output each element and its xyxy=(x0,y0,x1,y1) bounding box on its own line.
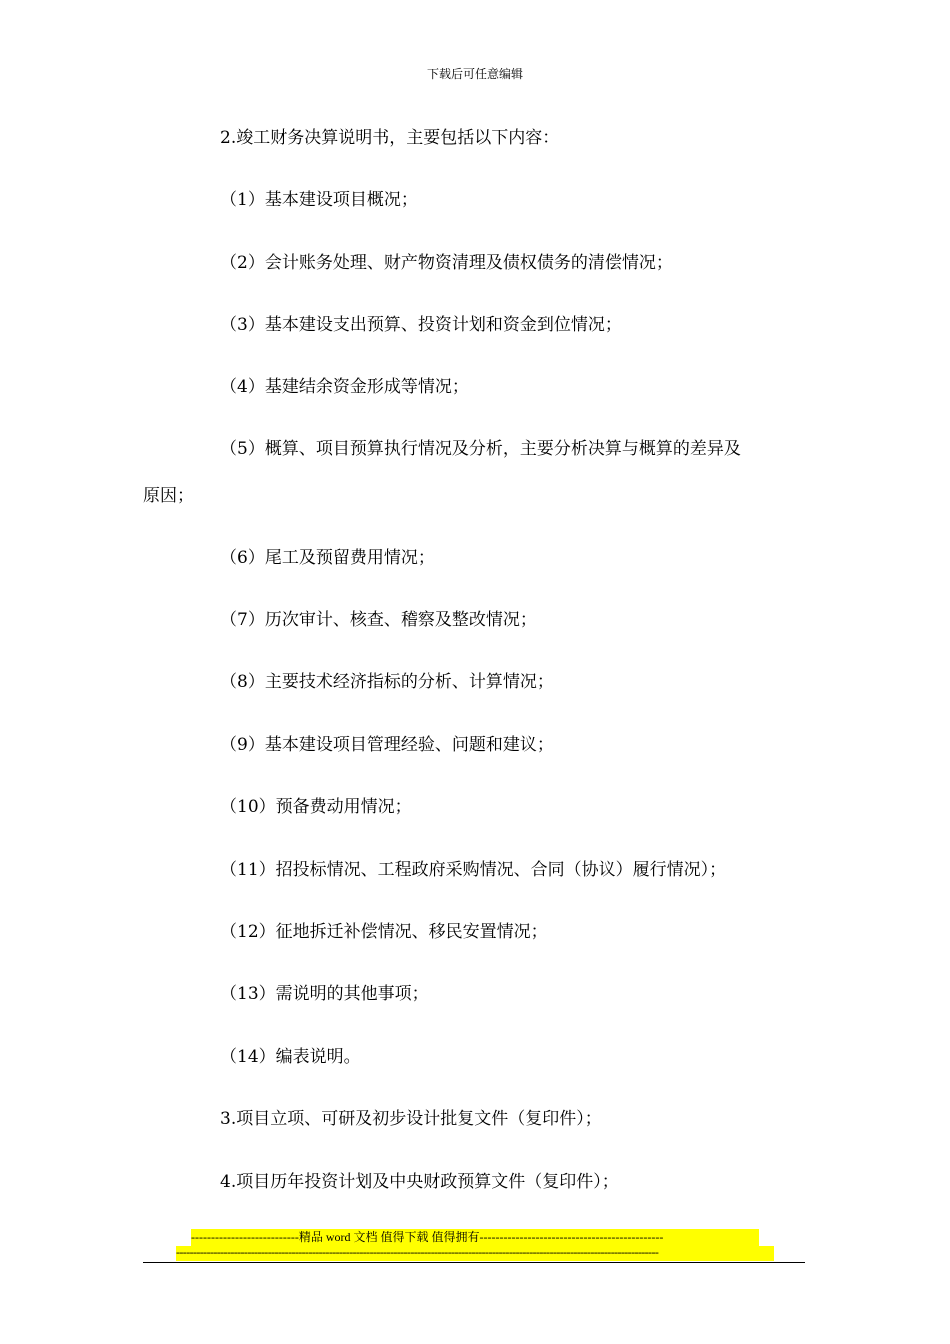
list-item-10: （10）预备费动用情况； xyxy=(220,797,412,817)
list-item-3: （3）基本建设支出预算、投资计划和资金到位情况； xyxy=(220,315,622,335)
list-item-5-line2: 原因； xyxy=(143,486,194,506)
list-item-11: （11）招投标情况、工程政府采购情况、合同（协议）履行情况）； xyxy=(220,860,727,880)
page-header-note: 下载后可任意编辑 xyxy=(426,67,523,81)
list-item-8: （8）主要技术经济指标的分析、计算情况； xyxy=(220,672,554,692)
paragraph-item-3: 3.项目立项、可研及初步设计批复文件（复印件）； xyxy=(220,1109,602,1129)
paragraph-item-2-heading: 2.竣工财务决算说明书，主要包括以下内容： xyxy=(220,128,560,148)
list-item-4: （4）基建结余资金形成等情况； xyxy=(220,377,469,397)
footer-banner-line2: ---------------------------------------------------------------------------------------------------------------------------------------------- xyxy=(176,1246,774,1261)
list-item-12: （12）征地拆迁补偿情况、移民安置情况； xyxy=(220,922,548,942)
footer-divider xyxy=(143,1262,805,1263)
list-item-7: （7）历次审计、核查、稽察及整改情况； xyxy=(220,610,537,630)
list-item-14: （14）编表说明。 xyxy=(220,1047,361,1067)
list-item-6: （6）尾工及预留费用情况； xyxy=(220,548,435,568)
list-item-9: （9）基本建设项目管理经验、问题和建议； xyxy=(220,735,554,755)
list-item-2: （2）会计账务处理、财产物资清理及债权债务的清偿情况； xyxy=(220,253,673,273)
list-item-13: （13）需说明的其他事项； xyxy=(220,984,429,1004)
footer-banner-line1: ---------------------------精品 word 文档 值得下载 值得拥有---------------------------------------------- xyxy=(191,1229,759,1246)
list-item-1: （1）基本建设项目概况； xyxy=(220,190,418,210)
list-item-5-line1: （5）概算、项目预算执行情况及分析，主要分析决算与概算的差异及 xyxy=(220,439,741,459)
paragraph-item-4: 4.项目历年投资计划及中央财政预算文件（复印件）； xyxy=(220,1172,619,1192)
